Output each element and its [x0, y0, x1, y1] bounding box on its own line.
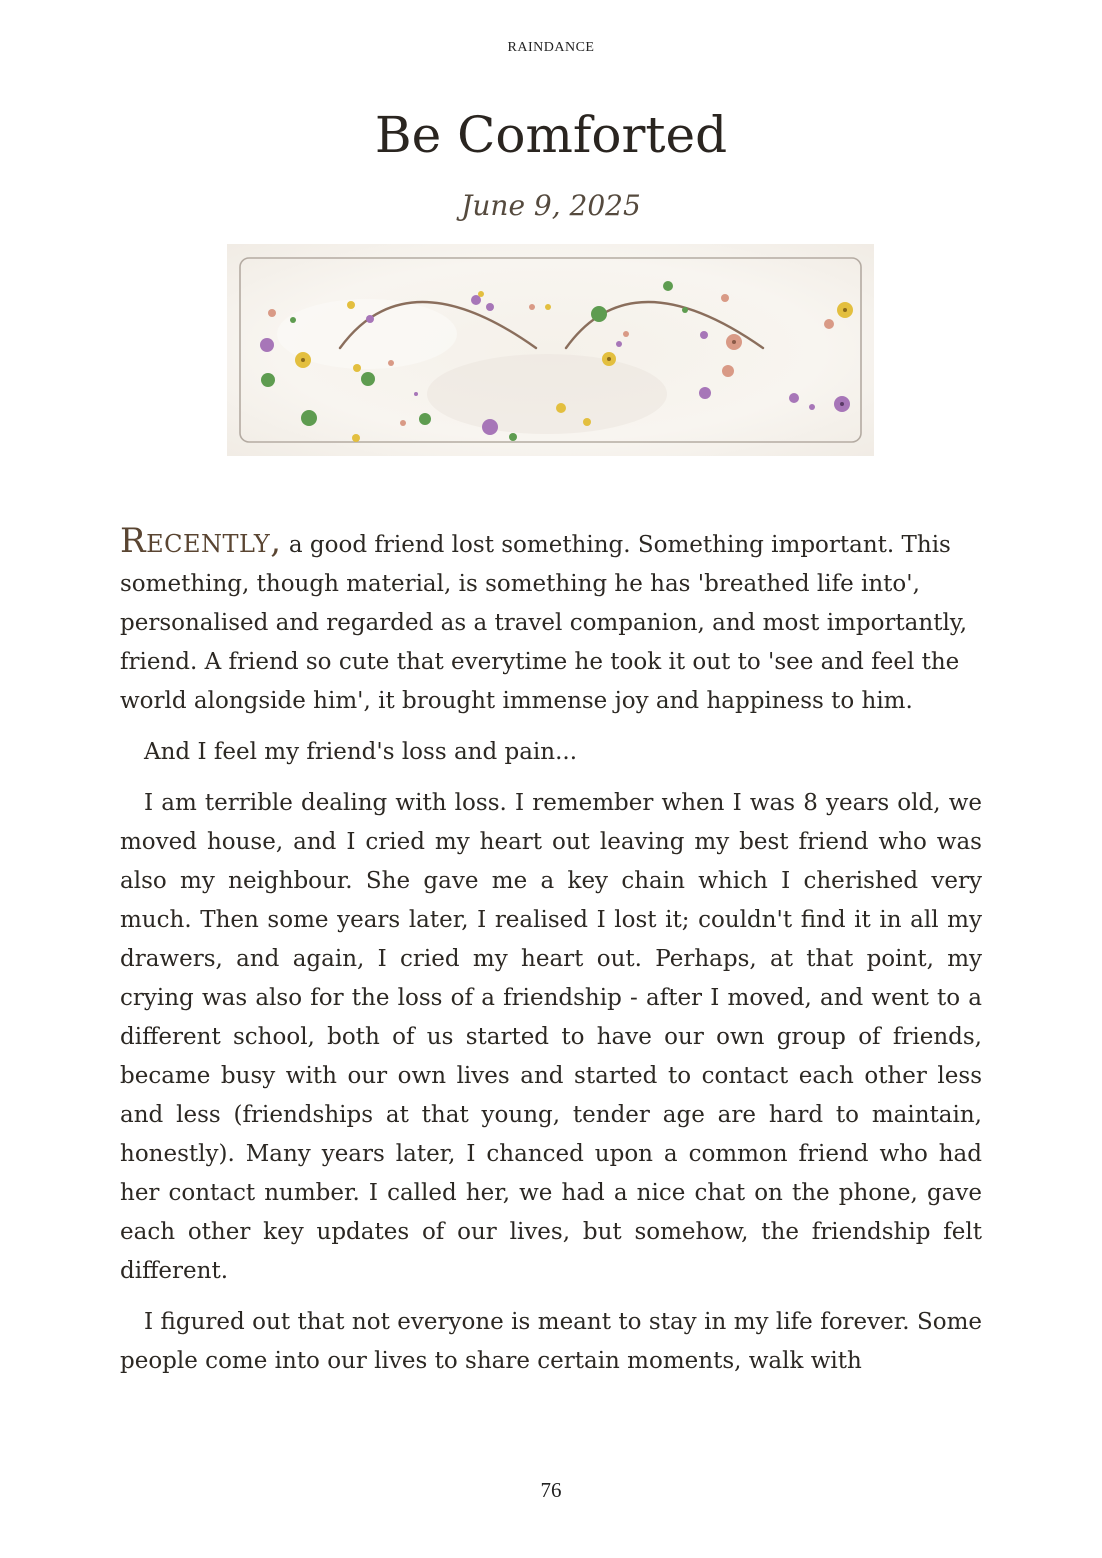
paragraph: I am terrible dealing with loss. I remember when I was 8 years old, we moved house, and I cried my heart out leaving my best friend who was also my neighbour. She gave me a key chain which I cherished very much. Then some years later, I realised I lost it; couldn't find it in all my drawers, and again, I cried my heart out. Perhaps, at that point, my crying was also for the loss of a friendship - after I moved, and went to a different school, both of us started to have our own group of friends, became busy with our own lives and started to contact each other less and less (friendships at that young, tender age are hard to maintain, honestly). Many years later, I chanced upon a common friend who had her contact number. I called her, we had a nice chat on the phone, gave each other key updates of our lives, but somehow, the friendship felt different. — [120, 790, 982, 1284]
paragraph-text: a good friend lost something. Something important. This something, though material, is something he has 'breathed life into', personalised and regarded as a travel companion, and most importantly, friend. A friend so cute that everytime he took it out to 'see and feel the world alongside him', it brought immense joy and happiness to him. — [120, 532, 968, 714]
page-title: Be Comforted — [374, 106, 728, 164]
running-header: RAINDANCE — [507, 40, 595, 55]
paragraph: And I feel my friend's loss and pain... — [144, 739, 578, 765]
article-body — [120, 522, 982, 1393]
article-date: June 9, 2025 — [461, 189, 641, 222]
page-number: 76 — [540, 1478, 562, 1502]
closed-eyes-flowers-illustration — [227, 244, 874, 456]
lead-word: Recently, — [120, 521, 282, 561]
paragraph: I figured out that not everyone is meant to stay in my life forever. Some people come into our lives to share certain moments, walk with — [120, 1309, 982, 1374]
paragraph — [120, 522, 982, 721]
